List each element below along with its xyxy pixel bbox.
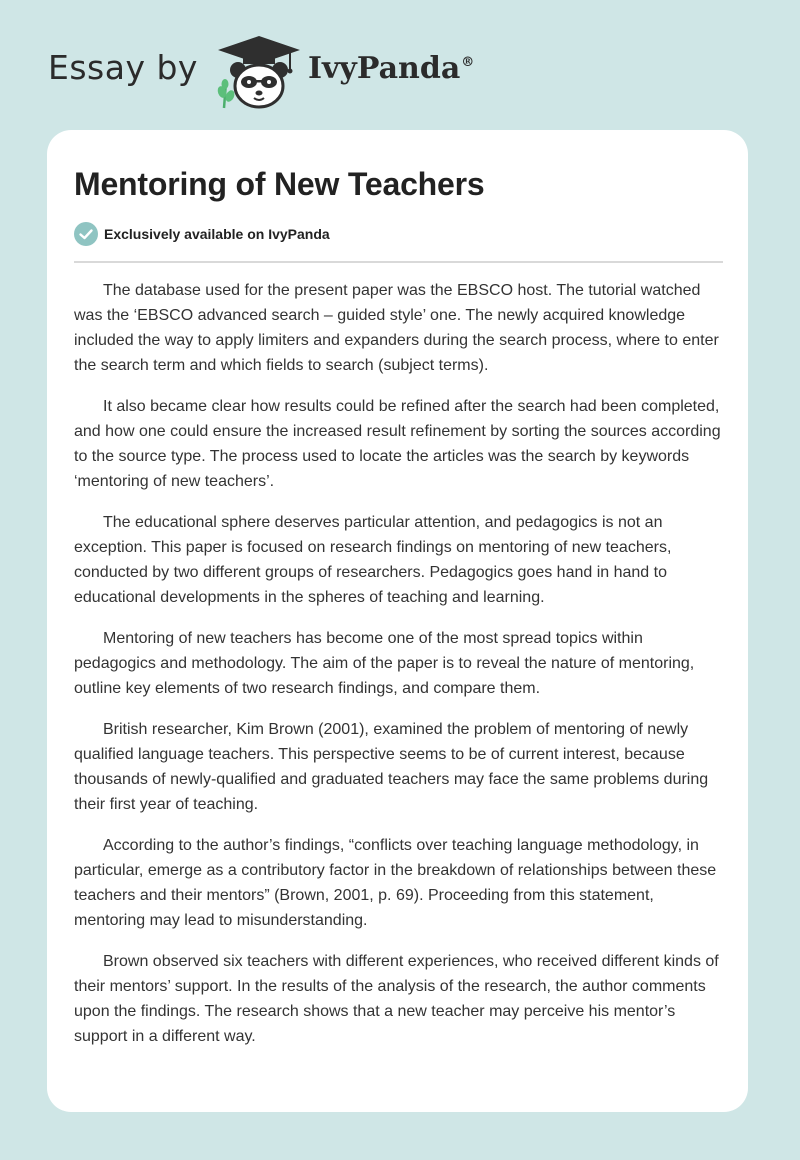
article-body: [74, 278, 724, 1065]
paragraph: It also became clear how results could be refined after the search had been completed, and how one could ensure the increased result refinement by sorting the sources according to the source type. The process used to locate the articles was the search by keywords ‘mentoring of new teachers’.: [74, 398, 721, 490]
site-header: [48, 30, 474, 110]
paragraph: The database used for the present paper was the EBSCO host. The tutorial watched was the ‘EBSCO advanced search – guided style’ one. The newly acquired knowledge included the way to apply limiters and expanders during the search process, where to enter the search term and which fields to search (subject terms).: [74, 282, 719, 374]
title-divider: [74, 261, 723, 263]
exclusive-badge: [74, 222, 330, 246]
brand-text: IvyPanda: [307, 50, 461, 86]
paragraph: According to the author’s findings, “conflicts over teaching language methodology, in particular, emerge as a contributory factor in the breakdown of relationships between these teachers and their mentors” (Brown, 2001, p. 69). Proceeding from this statement, mentoring may lead to misunderstanding.: [74, 837, 717, 929]
paragraph: Mentoring of new teachers has become one of the most spread topics within pedagogics and methodology. The aim of the paper is to reveal the nature of mentoring, outline key elements of two research findings, and compare them.: [74, 630, 695, 697]
panda-logo-icon[interactable]: [216, 30, 302, 110]
paragraph: Brown observed six teachers with different experiences, who received different kinds of their mentors’ support. In the results of the analysis of the research, the author comments upon the findings. The research shows that a new teacher may perceive his mentor’s support in a different way.: [74, 953, 719, 1045]
check-circle-icon: [74, 222, 98, 246]
registered-mark: ®: [461, 54, 475, 70]
article-title: Mentoring of New Teachers: [74, 166, 485, 202]
article-card: [47, 130, 748, 1112]
paragraph: British researcher, Kim Brown (2001), examined the problem of mentoring of newly qualified language teachers. This perspective seems to be of current interest, because thousands of newly-qualified and graduated teachers may face the same problems during their first year of teaching.: [74, 721, 709, 813]
brand-name[interactable]: [308, 51, 474, 86]
essay-by-label: Essay by: [48, 47, 198, 87]
paragraph: The educational sphere deserves particular attention, and pedagogics is not an exception. This paper is focused on research findings on mentoring of new teachers, conducted by two different groups of researchers. Pedagogics goes hand in hand to educational developments in the spheres of teaching and learning.: [74, 514, 672, 606]
exclusive-label: Exclusively available on IvyPanda: [104, 226, 330, 242]
